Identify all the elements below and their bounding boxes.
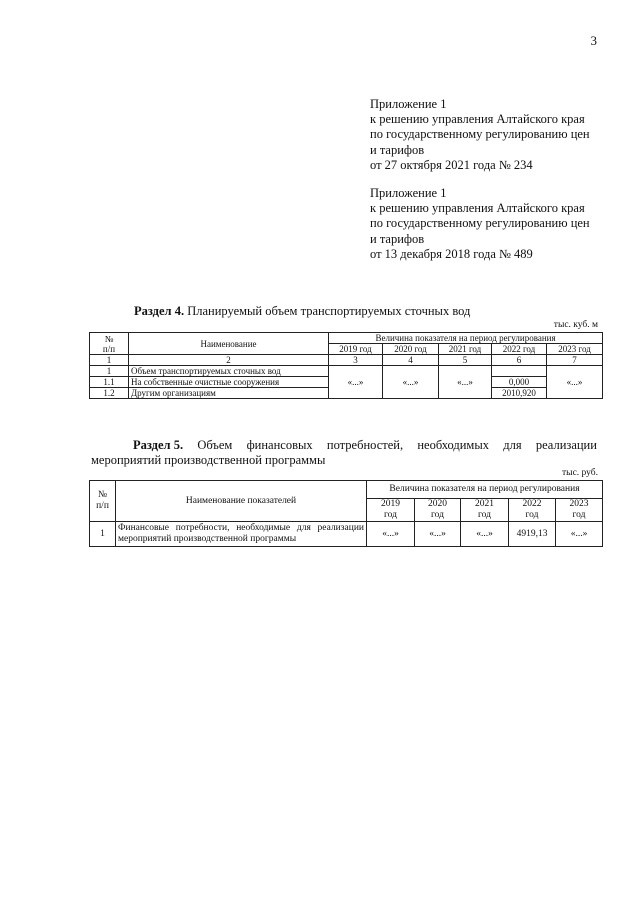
- year-word: год: [431, 510, 444, 520]
- value-2022: 2010,920: [492, 388, 547, 399]
- value-2019: «...»: [329, 366, 383, 399]
- value-2022: 0,000: [492, 377, 547, 388]
- value-2020: «...»: [383, 366, 439, 399]
- year-word: год: [572, 510, 586, 520]
- column-header-name: Наименование показателей: [116, 481, 367, 522]
- section5-title-word: Объем: [197, 438, 233, 452]
- section4-title-label: Раздел 4.: [134, 304, 185, 318]
- appendix-line: к решению управления Алтайского края: [370, 112, 585, 127]
- appendix-line: Приложение 1: [370, 97, 447, 111]
- row-name: Другим организациям: [129, 388, 329, 399]
- value-2021: «...»: [461, 522, 509, 547]
- value-2022: 4919,13: [509, 522, 556, 547]
- column-header-year: [556, 499, 603, 522]
- section5-unit: тыс. руб.: [562, 468, 598, 478]
- appendix-line: по государственному регулированию цен: [370, 216, 590, 231]
- row-name: На собственные очистные сооружения: [129, 377, 329, 388]
- column-number-row: [90, 355, 603, 366]
- year-number: 2022: [522, 499, 542, 509]
- value-2022: [492, 366, 547, 377]
- section4-unit: тыс. куб. м: [553, 320, 598, 330]
- row-number: 1.1: [90, 377, 129, 388]
- column-header-year: [461, 499, 509, 522]
- column-header-year: 2023 год: [547, 344, 603, 355]
- column-number: 5: [439, 355, 492, 366]
- column-number: 2: [129, 355, 329, 366]
- section5-title-word: реализации: [535, 438, 597, 452]
- row-name: Объем транспортируемых сточных вод: [129, 366, 329, 377]
- year-number: 2023: [569, 499, 589, 509]
- column-header-period: Величина показателя на период регулирования: [367, 481, 603, 499]
- year-word: год: [384, 510, 397, 520]
- section4-title: [134, 304, 470, 319]
- column-header-number: № п/п: [90, 481, 116, 522]
- column-header-year: 2021 год: [439, 344, 492, 355]
- appendix-header-new: [370, 97, 590, 173]
- section5-table: [89, 480, 603, 547]
- year-number: 2019: [381, 499, 400, 509]
- row-number: 1.2: [90, 388, 129, 399]
- section5-title-line2: мероприятий производственной программы: [91, 452, 326, 467]
- column-header-period: Величина показателя на период регулирования: [329, 333, 603, 344]
- value-2019: «...»: [367, 522, 415, 547]
- value-2023: «...»: [556, 522, 603, 547]
- column-number: 4: [383, 355, 439, 366]
- value-2020: «...»: [415, 522, 461, 547]
- value-2021: «...»: [439, 366, 492, 399]
- column-header-year: [367, 499, 415, 522]
- section5-title-label: Раздел 5.: [133, 438, 184, 452]
- appendix-line: по государственному регулированию цен: [370, 127, 590, 142]
- year-number: 2021: [475, 499, 494, 509]
- section4-title-text: Планируемый объем транспортируемых сточных вод: [184, 304, 471, 318]
- section5-title-word: необходимых: [417, 438, 489, 452]
- column-header-name: Наименование: [129, 333, 329, 355]
- column-header-number: № п/п: [90, 333, 129, 355]
- row-number: 1: [90, 522, 116, 547]
- section4-table: [89, 332, 603, 399]
- appendix-line: Приложение 1: [370, 186, 447, 200]
- column-number: 6: [492, 355, 547, 366]
- column-header-year: [509, 499, 556, 522]
- section5-title: [91, 438, 597, 467]
- column-header-year: [415, 499, 461, 522]
- row-number: 1: [90, 366, 129, 377]
- page-number: 3: [590, 33, 597, 48]
- column-header-year: 2022 год: [492, 344, 547, 355]
- column-number: 3: [329, 355, 383, 366]
- year-word: год: [525, 510, 539, 520]
- year-word: год: [478, 510, 491, 520]
- section5-title-word: финансовых: [246, 438, 313, 452]
- column-number: 7: [547, 355, 603, 366]
- appendix-line: и тарифов: [370, 142, 425, 157]
- value-2023: «...»: [547, 366, 603, 399]
- column-number: 1: [90, 355, 129, 366]
- appendix-line: и тарифов: [370, 231, 425, 246]
- row-name: Финансовые потребности, необходимые для реализации мероприятий производственной программы: [116, 522, 367, 547]
- year-number: 2020: [428, 499, 447, 509]
- appendix-line: от 13 декабря 2018 года № 489: [370, 246, 533, 261]
- appendix-header-original: [370, 186, 590, 262]
- table-row: [90, 522, 603, 547]
- column-header-year: 2019 год: [329, 344, 383, 355]
- appendix-line: к решению управления Алтайского края: [370, 201, 585, 216]
- section5-title-word: потребностей,: [326, 438, 404, 452]
- table-row: [90, 366, 603, 377]
- section5-title-word: для: [503, 438, 522, 452]
- column-header-year: 2020 год: [383, 344, 439, 355]
- appendix-line: от 27 октября 2021 года № 234: [370, 157, 533, 172]
